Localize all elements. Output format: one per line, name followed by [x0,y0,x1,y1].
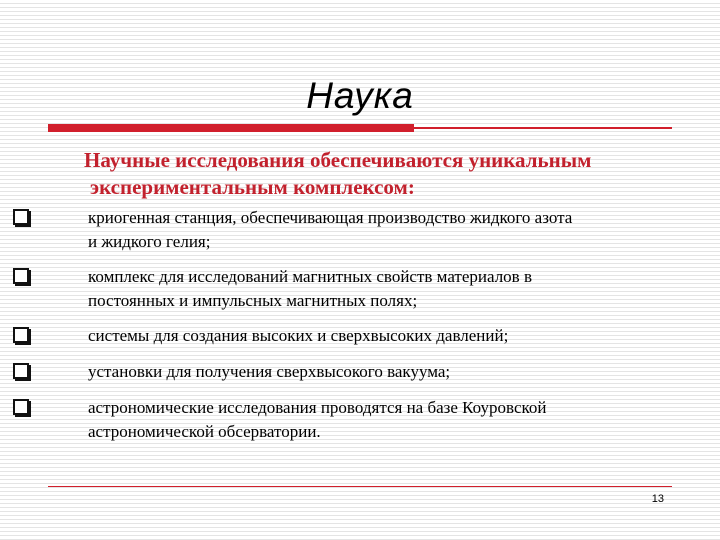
hollow-square-bullet-icon [13,209,29,225]
bullet-list [0,206,720,455]
bullet-item-magnetic [0,265,720,313]
page-number: 13 [651,493,664,505]
slide-title: Наука [306,75,414,116]
bullet-text-line-1: системы для создания высоких и сверхвысоких давлений; [88,326,509,345]
bullet-text-line-1: астрономические исследования проводятся на базе Коуровской [88,398,547,417]
bullet-item-pressure [0,324,720,348]
footer-divider [48,486,672,487]
bullet-item-vacuum [0,360,720,384]
intro-line-2: экспериментальным комплексом: [90,175,415,199]
bullet-text-line-1: установки для получения сверхвысокого вакуума; [88,362,451,381]
bullet-text-line-2: астрономической обсерватории. [88,422,321,441]
bullet-text-line-1: комплекс для исследований магнитных свойств материалов в [88,267,532,286]
title-underline-thick [48,124,414,132]
intro-text [84,147,684,201]
bullet-text-line-1: криогенная станция, обеспечивающая производство жидкого азота [88,208,573,227]
bullet-item-cryogenic [0,206,720,254]
bullet-text-line-2: постоянных и импульсных магнитных полях; [88,291,418,310]
intro-line-1: Научные исследования обеспечиваются уникальным [84,148,592,172]
bullet-item-astronomy [0,396,720,444]
hollow-square-bullet-icon [13,268,29,284]
hollow-square-bullet-icon [13,399,29,415]
hollow-square-bullet-icon [13,327,29,343]
hollow-square-bullet-icon [13,363,29,379]
title-underline-thin [414,127,672,129]
bullet-text-line-2: и жидкого гелия; [88,232,211,251]
